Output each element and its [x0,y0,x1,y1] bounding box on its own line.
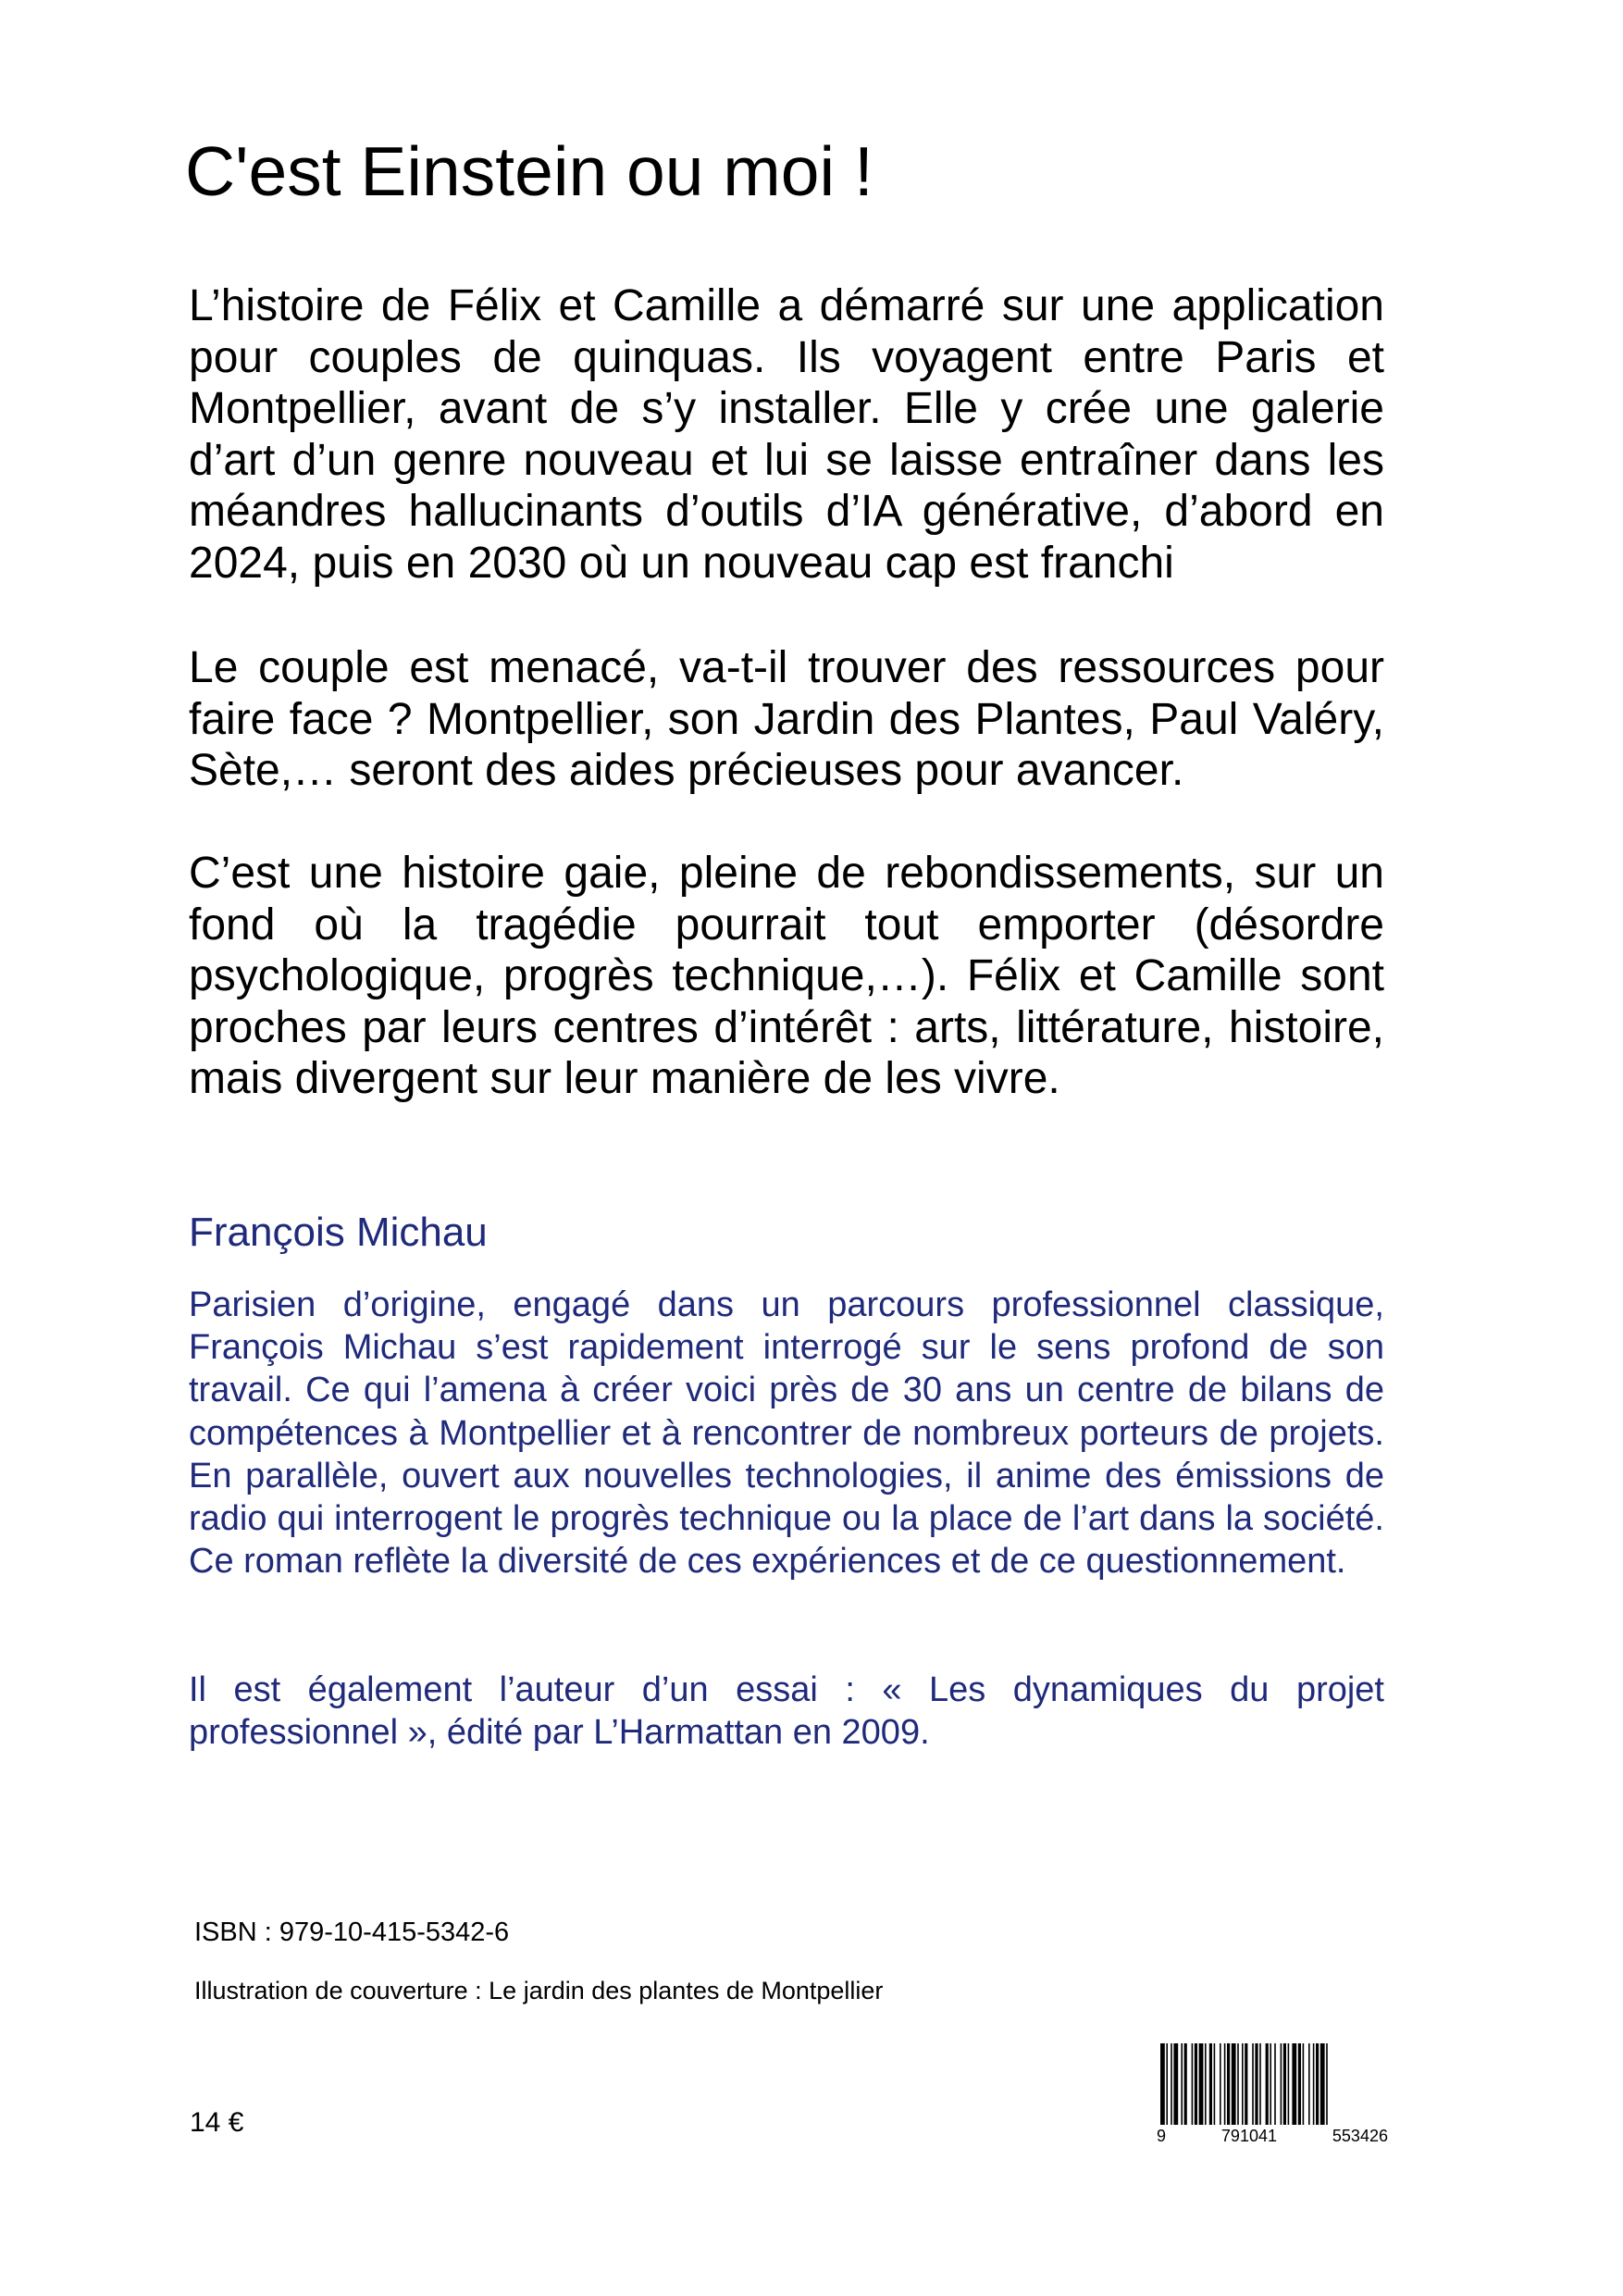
price-label: 14 € [190,2107,244,2138]
author-bio-paragraph: Parisien d’origine, engagé dans un parcours professionnel classique, François Michau s’est rapidement interrogé sur le sens profond de son travail. Ce qui l’amena à créer voici près de 30 ans un centre de bilans de compétences à Montpellier et à rencontrer de nombreux porteurs de projets. En parallèle, ouvert aux nouvelles technologies, il anime des émissions de radio qui interrogent le progrès technique ou la place de l’art dans la société. Ce roman reflète la diversité de ces expériences et de ce questionnement. [189,1285,1384,1582]
barcode-bar [1281,2043,1282,2125]
illustration-credit: Illustration de couverture : Le jardin des plantes de Montpellier [194,1977,884,2004]
barcode-digits [1157,2127,1388,2146]
barcode-bar [1313,2043,1315,2125]
barcode-bar [1232,2043,1236,2125]
book-title: C'est Einstein ou moi ! [185,132,873,210]
barcode-bar [1274,2043,1276,2125]
author-name: François Michau [189,1210,488,1255]
barcode-bar [1237,2043,1239,2125]
barcode-bar [1288,2043,1290,2125]
barcode-bar [1181,2043,1183,2125]
barcode-bar [1227,2043,1230,2125]
author-bio-paragraph: Il est également l’auteur d’un essai : « Les dynamiques du projet professionnel », édité par L’Harmattan en 2009. [189,1670,1384,1753]
barcode-bar [1316,2043,1319,2125]
barcode-bar [1205,2043,1207,2125]
synopsis-paragraph: Le couple est menacé, va-t-il trouver des ressources pour faire face ? Montpellier, son Jardin des Plantes, Paul Valéry, Sète,… seront des aides précieuses pour avancer. [189,643,1384,795]
barcode-bar [1199,2043,1204,2125]
barcode-bar [1308,2043,1310,2125]
synopsis-paragraph: L’histoire de Félix et Camille a démarré sur une application pour couples de quinquas. Ils voyagent entre Paris et Montpellier, avant de s’y installer. Elle y crée une galerie d’art d’un genre nouveau et lui se laisse entraîner dans les méandres hallucinants d’outils d’IA générative, d’abord en 2024, puis en 2030 où un nouveau cap est franchi [189,281,1384,588]
barcode-bar [1224,2043,1226,2125]
barcode-bar [1166,2043,1168,2125]
barcode-bar [1259,2043,1261,2125]
barcode-bar [1220,2043,1221,2125]
barcode-bar [1255,2043,1258,2125]
synopsis-paragraph: C’est une histoire gaie, pleine de rebondissements, sur un fond où la tragédie pourrait tout emporter (désordre psychologique, progrès technique,…). Félix et Camille sont proches par leurs centres d’intérêt : arts, littérature, histoire, mais divergent sur leur manière de les vivre. [189,849,1384,1103]
barcode-bar [1195,2043,1197,2125]
barcode-bar [1283,2043,1286,2125]
barcode-bar [1320,2043,1325,2125]
barcode-bar [1209,2043,1212,2125]
barcode-bar [1303,2043,1305,2125]
barcode-digit-group: 553426 [1332,2127,1388,2145]
barcode-bar [1270,2043,1271,2125]
barcode-bar [1192,2043,1194,2125]
barcode-bar [1326,2043,1328,2125]
barcode-digit-group: 791041 [1220,2127,1277,2145]
barcode-bar [1252,2043,1254,2125]
barcode-bar [1242,2043,1244,2125]
barcode-digit-group: 9 [1157,2127,1167,2145]
barcode-bar [1266,2043,1269,2125]
isbn-text: ISBN : 979-10-415-5342-6 [194,1917,510,1947]
barcode-bar [1214,2043,1216,2125]
barcode-bar [1298,2043,1301,2125]
barcode-bar [1160,2043,1165,2125]
barcode-bar [1292,2043,1296,2125]
barcode-bar [1173,2043,1178,2125]
barcode-bar [1245,2043,1247,2125]
barcode [1157,2043,1388,2145]
barcode-bars [1157,2043,1388,2128]
barcode-bar [1184,2043,1187,2125]
barcode-bar [1171,2043,1172,2125]
